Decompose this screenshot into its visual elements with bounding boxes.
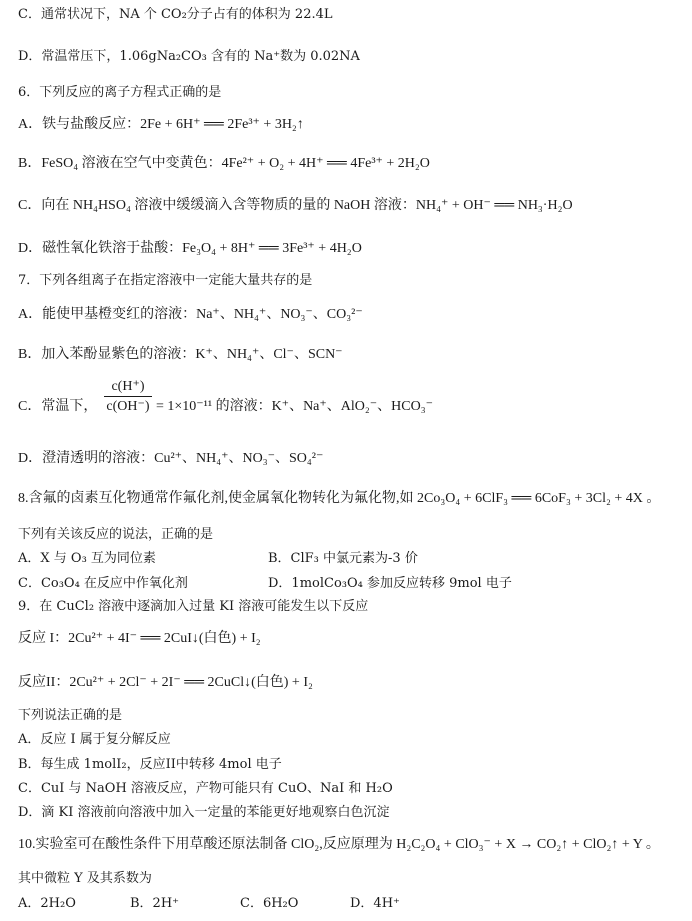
option-5c[interactable]: C．通常状况下，NA 个 CO₂分子占有的体积为 22.4L	[18, 7, 333, 22]
option-10a[interactable]: A．2H₂O	[18, 896, 76, 911]
option-6d[interactable]: D．磁性氧化铁溶于盐酸：Fe₃O₄ + 8H⁺ ══ 3Fe³⁺ + 4H₂O	[18, 241, 362, 256]
option-10c[interactable]: C．6H₂O	[240, 896, 299, 911]
option-6c[interactable]: C．向在 NH₄HSO₄ 溶液中缓缓滴入含等物质的量的 NaOH 溶液：NH₄⁺ + OH⁻ ══ NH₃·H₂O	[18, 198, 573, 213]
option-8c[interactable]: C．Co₃O₄ 在反应中作氧化剂	[18, 576, 188, 591]
option-7c-fraction	[104, 378, 152, 415]
question-8-sub: 下列有关该反应的说法，正确的是	[18, 527, 214, 542]
question-8-stem: 8.含氟的卤素互化物通常作氟化剂,使金属氧化物转化为氟化物,如 2Co₃O₄ + 6ClF₃ ══ 6CoF₃ + 3Cl₂ + 4X 。	[18, 491, 661, 506]
option-8b[interactable]: B．ClF₃ 中氯元素为-3 价	[268, 551, 418, 566]
question-9-sub: 下列说法正确的是	[18, 708, 123, 723]
option-8d[interactable]: D．1molCo₃O₄ 参加反应转移 9mol 电子	[268, 576, 512, 591]
option-8a[interactable]: A．X 与 O₃ 互为同位素	[18, 551, 156, 566]
question-10-sub: 其中微粒 Y 及其系数为	[18, 871, 152, 886]
option-9d[interactable]: D．滴 KI 溶液前向溶液中加入一定量的苯能更好地观察白色沉淀	[18, 805, 390, 820]
option-6a[interactable]: A．铁与盐酸反应：2Fe + 6H⁺ ══ 2Fe³⁺ + 3H₂↑	[18, 117, 304, 132]
option-7a[interactable]: A．能使甲基橙变红的溶液：Na⁺、NH₄⁺、NO₃⁻、CO₃²⁻	[18, 307, 363, 322]
fraction-denominator: c(OH⁻)	[106, 399, 150, 414]
option-5d[interactable]: D．常温常压下，1.06gNa₂CO₃ 含有的 Na⁺数为 0.02NA	[18, 49, 360, 64]
option-10d[interactable]: D．4H⁺	[350, 896, 400, 911]
question-7-stem: 7．下列各组离子在指定溶液中一定能大量共存的是	[18, 273, 313, 288]
option-9b[interactable]: B．每生成 1molI₂，反应II中转移 4mol 电子	[18, 757, 282, 772]
option-7d[interactable]: D．澄清透明的溶液：Cu²⁺、NH₄⁺、NO₃⁻、SO₄²⁻	[18, 451, 324, 466]
reaction-2: 反应II：2Cu²⁺ + 2Cl⁻ + 2I⁻ ══ 2CuCl↓(白色) + I₂	[18, 675, 313, 690]
option-9c[interactable]: C．CuI 与 NaOH 溶液反应，产物可能只有 CuO、NaI 和 H₂O	[18, 781, 393, 796]
option-6b[interactable]: B．FeSO₄ 溶液在空气中变黄色：4Fe²⁺ + O₂ + 4H⁺ ══ 4Fe³⁺ + 2H₂O	[18, 156, 430, 171]
option-7c-suffix[interactable]: = 1×10⁻¹¹ 的溶液：K⁺、Na⁺、AlO₂⁻、HCO₃⁻	[156, 399, 433, 414]
fraction-numerator: c(H⁺)	[104, 378, 152, 397]
reaction-1: 反应 I：2Cu²⁺ + 4I⁻ ══ 2CuI↓(白色) + I₂	[18, 631, 261, 646]
question-10-stem: 10.实验室可在酸性条件下用草酸还原法制备 ClO₂,反应原理为 H₂C₂O₄ + ClO₃⁻ + X → CO₂↑ + ClO₂↑ + Y 。	[18, 837, 660, 852]
option-7b[interactable]: B．加入苯酚显紫色的溶液：K⁺、NH₄⁺、Cl⁻、SCN⁻	[18, 347, 343, 362]
option-10b[interactable]: B．2H⁺	[130, 896, 180, 911]
option-7c-prefix[interactable]: C．常温下，	[18, 399, 98, 414]
question-9-stem: 9．在 CuCl₂ 溶液中逐滴加入过量 KI 溶液可能发生以下反应	[18, 599, 369, 614]
question-6-stem: 6．下列反应的离子方程式正确的是	[18, 85, 222, 100]
option-9a[interactable]: A．反应 I 属于复分解反应	[18, 732, 171, 747]
